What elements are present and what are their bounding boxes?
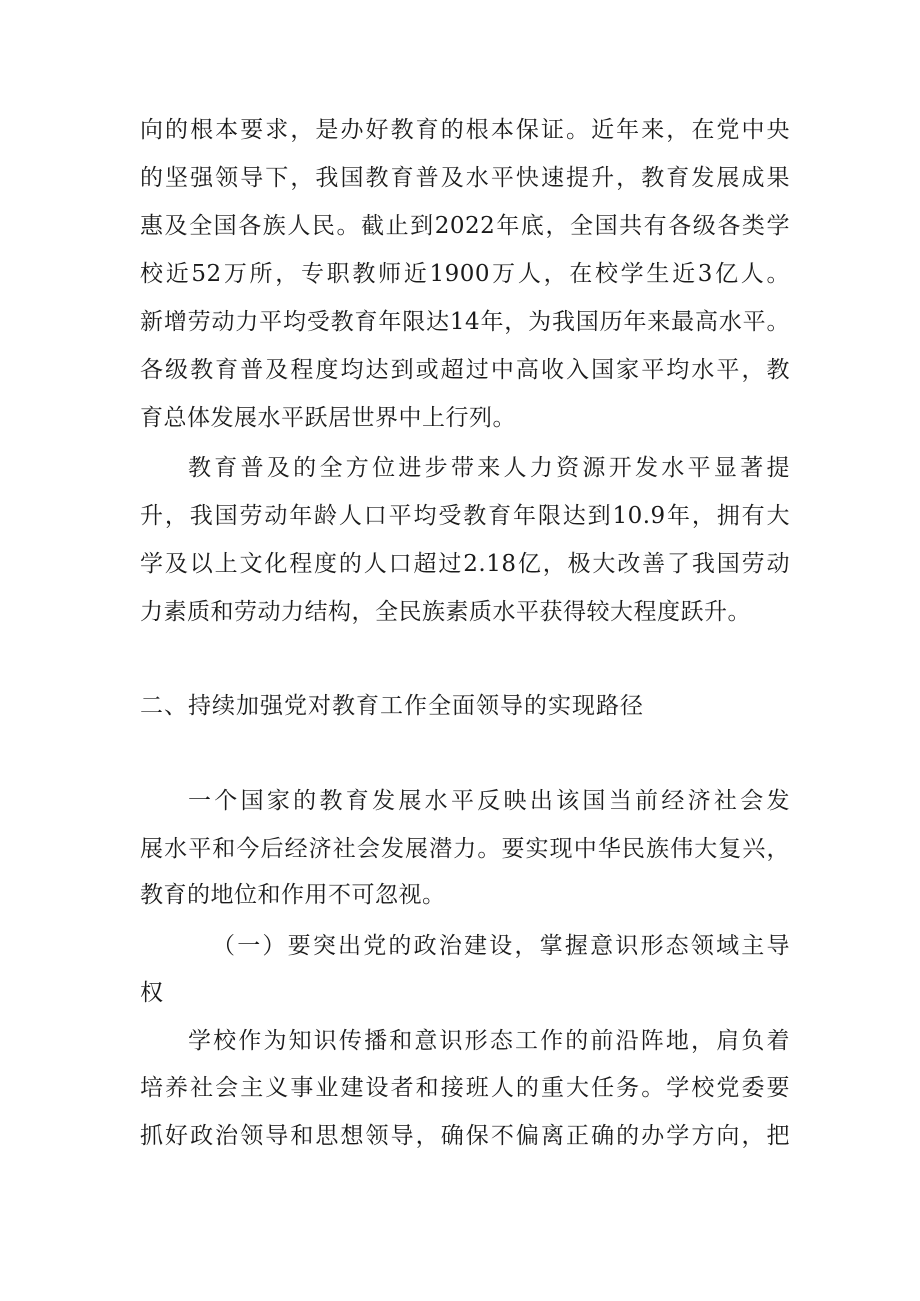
paragraph-4-line-1: 学校作为知识传播和意识形态工作的前沿阵地，肩负着	[188, 1028, 790, 1054]
paragraph-3-line-2: 展水平和今后经济社会发展潜力。要实现中华民族伟大复兴，	[140, 836, 790, 862]
paragraph-1-line-2: 的坚强领导下，我国教育普及水平快速提升，教育发展成果	[140, 165, 790, 191]
paragraph-2-line-4: 力素质和劳动力结构，全民族素质水平获得较大程度跃升。	[140, 599, 751, 625]
paragraph-2-line-2: 升，我国劳动年龄人口平均受教育年限达到10.9年，拥有大	[140, 503, 790, 529]
paragraph-1-line-6: 各级教育普及程度均达到或超过中高收入国家平均水平，教	[140, 357, 790, 383]
paragraph-1-line-4: 校近52万所，专职教师近1900万人，在校学生近3亿人。	[140, 261, 790, 287]
paragraph-3-line-1: 一个国家的教育发展水平反映出该国当前经济社会发	[188, 788, 790, 814]
subheading-line-1: （一）要突出党的政治建设，掌握意识形态领域主导	[212, 933, 790, 959]
subheading-line-2: 权	[140, 980, 164, 1006]
paragraph-3-line-3: 教育的地位和作用不可忽视。	[140, 882, 446, 908]
paragraph-2-line-3: 学及以上文化程度的人口超过2.18亿，极大改善了我国劳动	[140, 551, 790, 577]
paragraph-2-line-1: 教育普及的全方位进步带来人力资源开发水平显著提	[188, 455, 790, 481]
section-heading: 二、持续加强党对教育工作全面领导的实现路径	[140, 693, 644, 719]
paragraph-4-line-2: 培养社会主义事业建设者和接班人的重大任务。学校党委要	[140, 1075, 790, 1101]
paragraph-1-line-3: 惠及全国各族人民。截止到2022年底，全国共有各级各类学	[140, 213, 790, 239]
paragraph-1-line-5: 新增劳动力平均受教育年限达14年，为我国历年来最高水平。	[140, 309, 790, 335]
paragraph-1-line-7: 育总体发展水平跃居世界中上行列。	[140, 405, 516, 431]
paragraph-1-line-1: 向的根本要求，是办好教育的根本保证。近年来，在党中央	[140, 117, 790, 143]
paragraph-4-line-3: 抓好政治领导和思想领导，确保不偏离正确的办学方向，把	[140, 1123, 790, 1149]
